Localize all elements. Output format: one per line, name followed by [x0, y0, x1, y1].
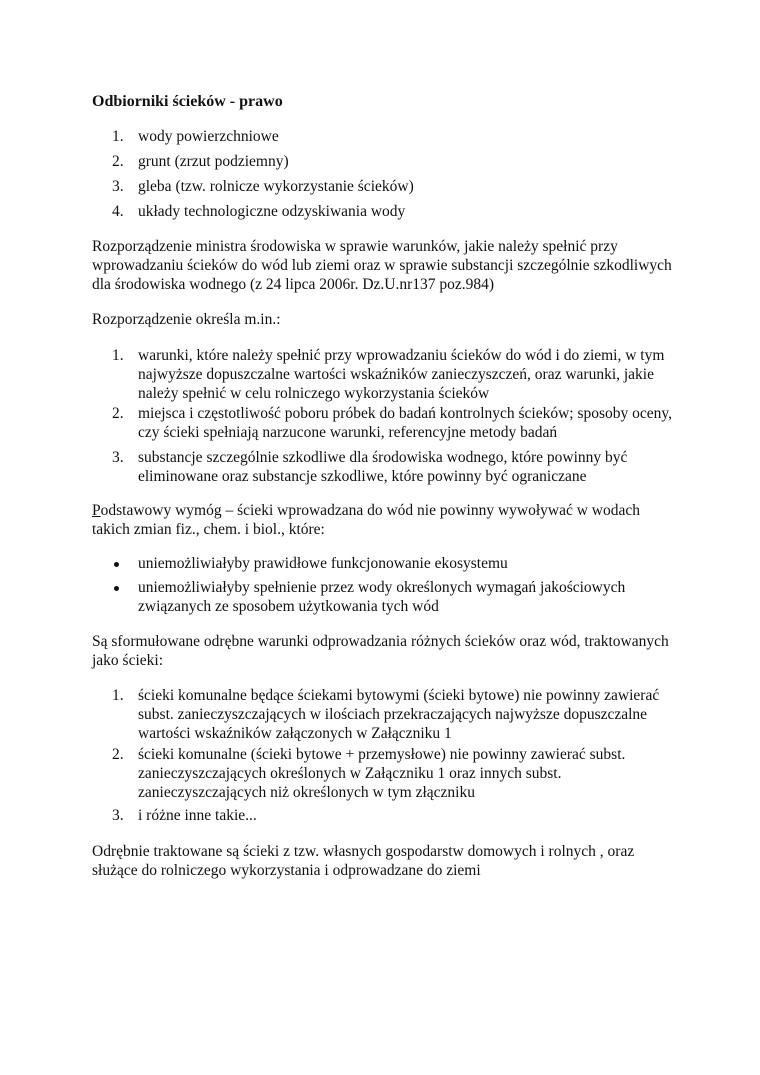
list-number: 3.: [112, 807, 124, 824]
list-text: ścieki komunalne będące ściekami bytowymi (ścieki bytowe) nie powinny zawierać subst. zanieczyszczających w ilościach przekraczających najwyższe dopuszczalne wartości wskaźników załączonych w Załączniku 1: [138, 687, 660, 742]
basic-requirement-paragraph: [92, 501, 672, 539]
list-text: wody powierzchniowe: [138, 128, 279, 145]
list-number: 1.: [112, 128, 124, 145]
list-text: grunt (zrzut podziemny): [138, 153, 289, 170]
final-paragraph: Odrębnie traktowane są ścieki z tzw. własnych gospodarstw domowych i rolnych , oraz służące do rolniczego wykorzystania i odprowadzane do ziemi: [92, 843, 635, 879]
bullet-text: uniemożliwiałyby spełnienie przez wody określonych wymagań jakościowych związanych ze sposobem użytkowania tych wód: [138, 579, 626, 615]
bullet-text: uniemożliwiałyby prawidłowe funkcjonowanie ekosystemu: [138, 555, 508, 572]
list-number: 3.: [112, 178, 124, 195]
regulation-intro: Rozporządzenie określa m.in.:: [92, 311, 281, 328]
bullet-icon: [114, 562, 119, 567]
page-title: Odbiorniki ścieków - prawo: [92, 93, 283, 110]
conditions-paragraph: Są sformułowane odrębne warunki odprowadzania różnych ścieków oraz wód, traktowanych jako ścieki:: [92, 633, 669, 669]
list-number: 2.: [112, 405, 124, 422]
list-number: 4.: [112, 203, 124, 220]
list-text: miejsca i częstotliwość poboru próbek do badań kontrolnych ścieków; sposoby oceny, czy ścieki spełniają narzucone warunki, referencyjne metody badań: [138, 405, 673, 441]
list-text: gleba (tzw. rolnicze wykorzystanie ścieków): [138, 178, 414, 195]
list-text: układy technologiczne odzyskiwania wody: [138, 203, 406, 220]
list-number: 1.: [112, 687, 124, 704]
list-text: warunki, które należy spełnić przy wprowadzaniu ścieków do wód i do ziemi, w tym najwyższe dopuszczalne wartości wskaźników zanieczyszczeń, oraz warunki, jakie należy spełnić w celu rolniczego wykorzystania ścieków: [138, 347, 665, 402]
basic-requirement-text: odstawowy wymóg – ścieki wprowadzana do wód nie powinny wywoływać w wodach takich zmian fiz., chem. i biol., które:: [92, 502, 640, 538]
list-number: 1.: [112, 347, 124, 364]
regulation-paragraph: Rozporządzenie ministra środowiska w sprawie warunków, jakie należy spełnić przy wprowadzaniu ścieków do wód lub ziemi oraz w sprawie substancji szczególnie szkodliwych dla środowiska wodnego (z 24 lipca 2006r. Dz.U.nr137 poz.984): [92, 238, 672, 293]
list-text: ścieki komunalne (ścieki bytowe + przemysłowe) nie powinny zawierać subst. zanieczyszczających określonych w Załączniku 1 oraz innych subst. zanieczyszczających niż określonych w tym złączniku: [138, 746, 626, 801]
list-number: 3.: [112, 449, 124, 466]
list-number: 2.: [112, 153, 124, 170]
list-number: 2.: [112, 746, 124, 763]
list-text: substancje szczególnie szkodliwe dla środowiska wodnego, które powinny być eliminowane oraz substancje szkodliwe, które powinny być ograniczane: [138, 449, 628, 485]
underlined-initial: P: [92, 502, 101, 519]
bullet-icon: [114, 586, 119, 591]
list-text: i różne inne takie...: [138, 807, 257, 824]
